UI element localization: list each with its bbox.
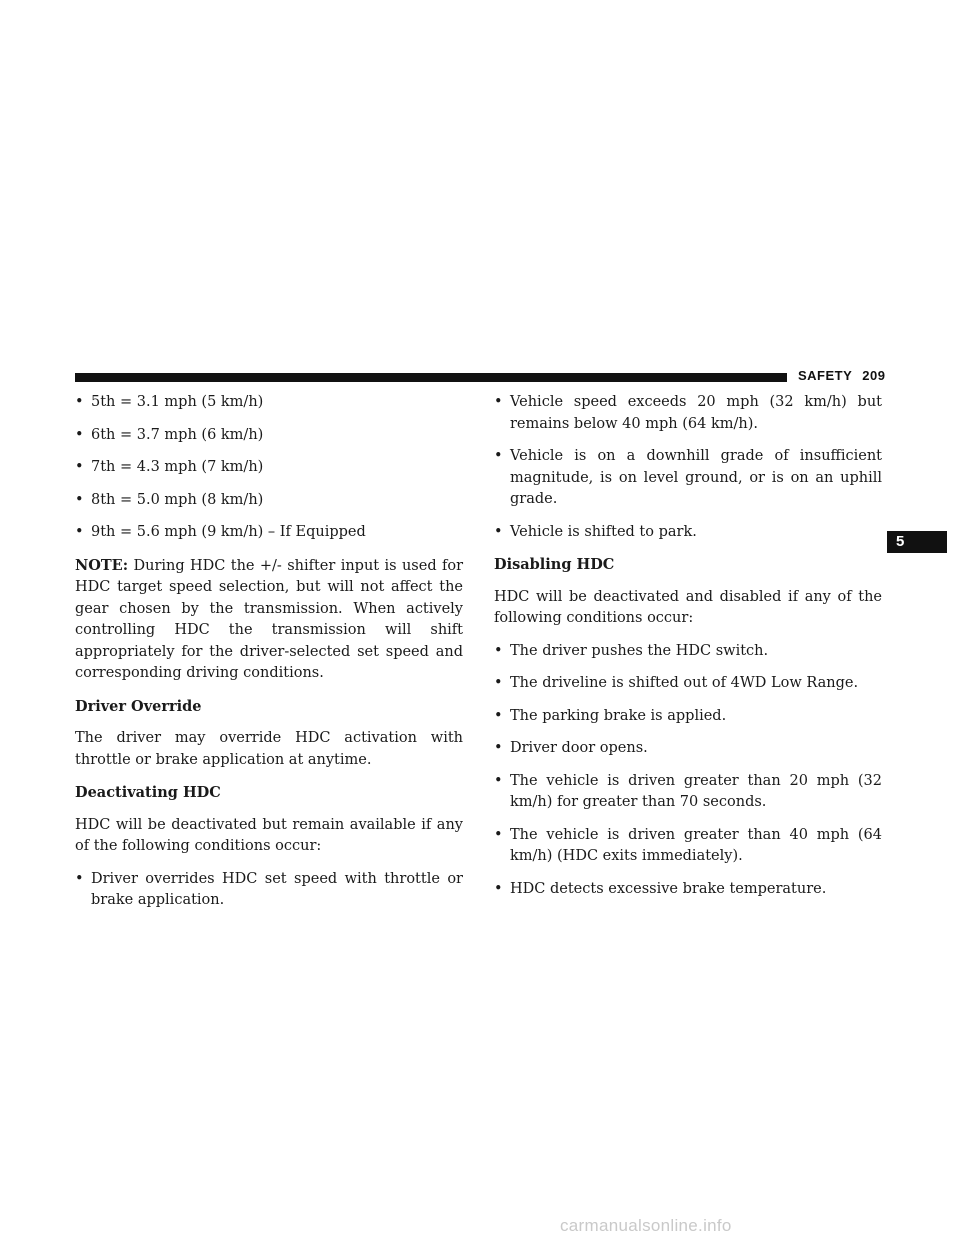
watermark: carmanualsonline.info xyxy=(560,1216,732,1235)
bullet-icon: • xyxy=(75,524,84,540)
deactivating-bullet: • Vehicle is shifted to park. xyxy=(494,522,882,544)
disabling-bullet: • HDC detects excessive brake temperature. xyxy=(494,879,882,901)
disabling-bullet: • The driver pushes the HDC switch. xyxy=(494,641,882,663)
speed-bullet: • 6th = 3.7 mph (6 km/h) xyxy=(75,425,463,447)
driver-override-heading: Driver Override xyxy=(75,697,202,715)
speed-bullet: • 7th = 4.3 mph (7 km/h) xyxy=(75,457,463,479)
bullet-icon: • xyxy=(494,642,503,659)
note-text: During HDC the +/- shifter input is used for HDC target speed selection, but will not affect the gear chosen by the transmission. When actively controlling HDC the transmission will shift appropriately for the driver-selected set speed and corresponding driving conditions. xyxy=(75,557,464,681)
bullet-icon: • xyxy=(494,675,503,691)
deactivating-bullet: • Vehicle speed exceeds 20 mph (32 km/h) but remains below 40 mph (64 km/h). xyxy=(494,394,882,432)
running-header xyxy=(798,368,886,383)
bullet-icon: • xyxy=(494,707,503,724)
disabling-bullet: • The driveline is shifted out of 4WD Low Range. xyxy=(494,673,882,695)
section-title: SAFETY xyxy=(798,368,853,383)
bullet-icon: • xyxy=(494,394,503,410)
bullet-icon: • xyxy=(75,870,84,887)
speed-bullet: • 5th = 3.1 mph (5 km/h) xyxy=(75,392,463,414)
bullet-icon: • xyxy=(494,880,503,897)
note-paragraph xyxy=(75,555,463,685)
bullet-icon: • xyxy=(75,491,84,508)
right-column xyxy=(494,392,882,911)
disabling-bullet: • The parking brake is applied. xyxy=(494,706,882,728)
bullet-icon: • xyxy=(494,772,503,789)
chapter-tab xyxy=(887,531,947,553)
deactivating-bullet: • Vehicle is on a downhill grade of insufficient magnitude, is on level ground, or is on an uphill grade. xyxy=(494,448,882,507)
header-rule xyxy=(75,373,787,382)
speed-bullet: • 9th = 5.6 mph (9 km/h) – If Equipped xyxy=(75,522,463,544)
bullet-icon: • xyxy=(75,426,84,443)
bullet-icon: • xyxy=(75,394,84,410)
bullet-icon: • xyxy=(494,523,503,540)
page-number: 209 xyxy=(862,368,886,383)
disabling-intro: HDC will be deactivated and disabled if any of the following conditions occur: xyxy=(494,588,882,626)
deactivating-bullet: • Driver overrides HDC set speed with throttle or brake application. xyxy=(75,870,463,908)
disabling-bullet: • Driver door opens. xyxy=(494,738,882,760)
bullet-icon: • xyxy=(75,459,84,475)
chapter-number: 5 xyxy=(896,533,905,550)
bullet-icon: • xyxy=(494,740,503,756)
deactivating-heading: Deactivating HDC xyxy=(75,784,221,801)
deactivating-intro: HDC will be deactivated but remain available if any of the following conditions occur: xyxy=(75,816,463,854)
disabling-bullet: • The vehicle is driven greater than 20 mph (32 km/h) for greater than 70 seconds. xyxy=(494,772,882,810)
bullet-icon: • xyxy=(494,826,503,843)
bullet-icon: • xyxy=(494,448,503,464)
left-column xyxy=(75,392,463,923)
driver-override-text: The driver may override HDC activation with throttle or brake application at anytime. xyxy=(75,730,463,768)
speed-bullet: • 8th = 5.0 mph (8 km/h) xyxy=(75,490,463,512)
disabling-bullet: • The vehicle is driven greater than 40 mph (64 km/h) (HDC exits immediately). xyxy=(494,826,882,864)
disabling-heading: Disabling HDC xyxy=(494,556,615,573)
note-label: NOTE: xyxy=(75,556,129,574)
